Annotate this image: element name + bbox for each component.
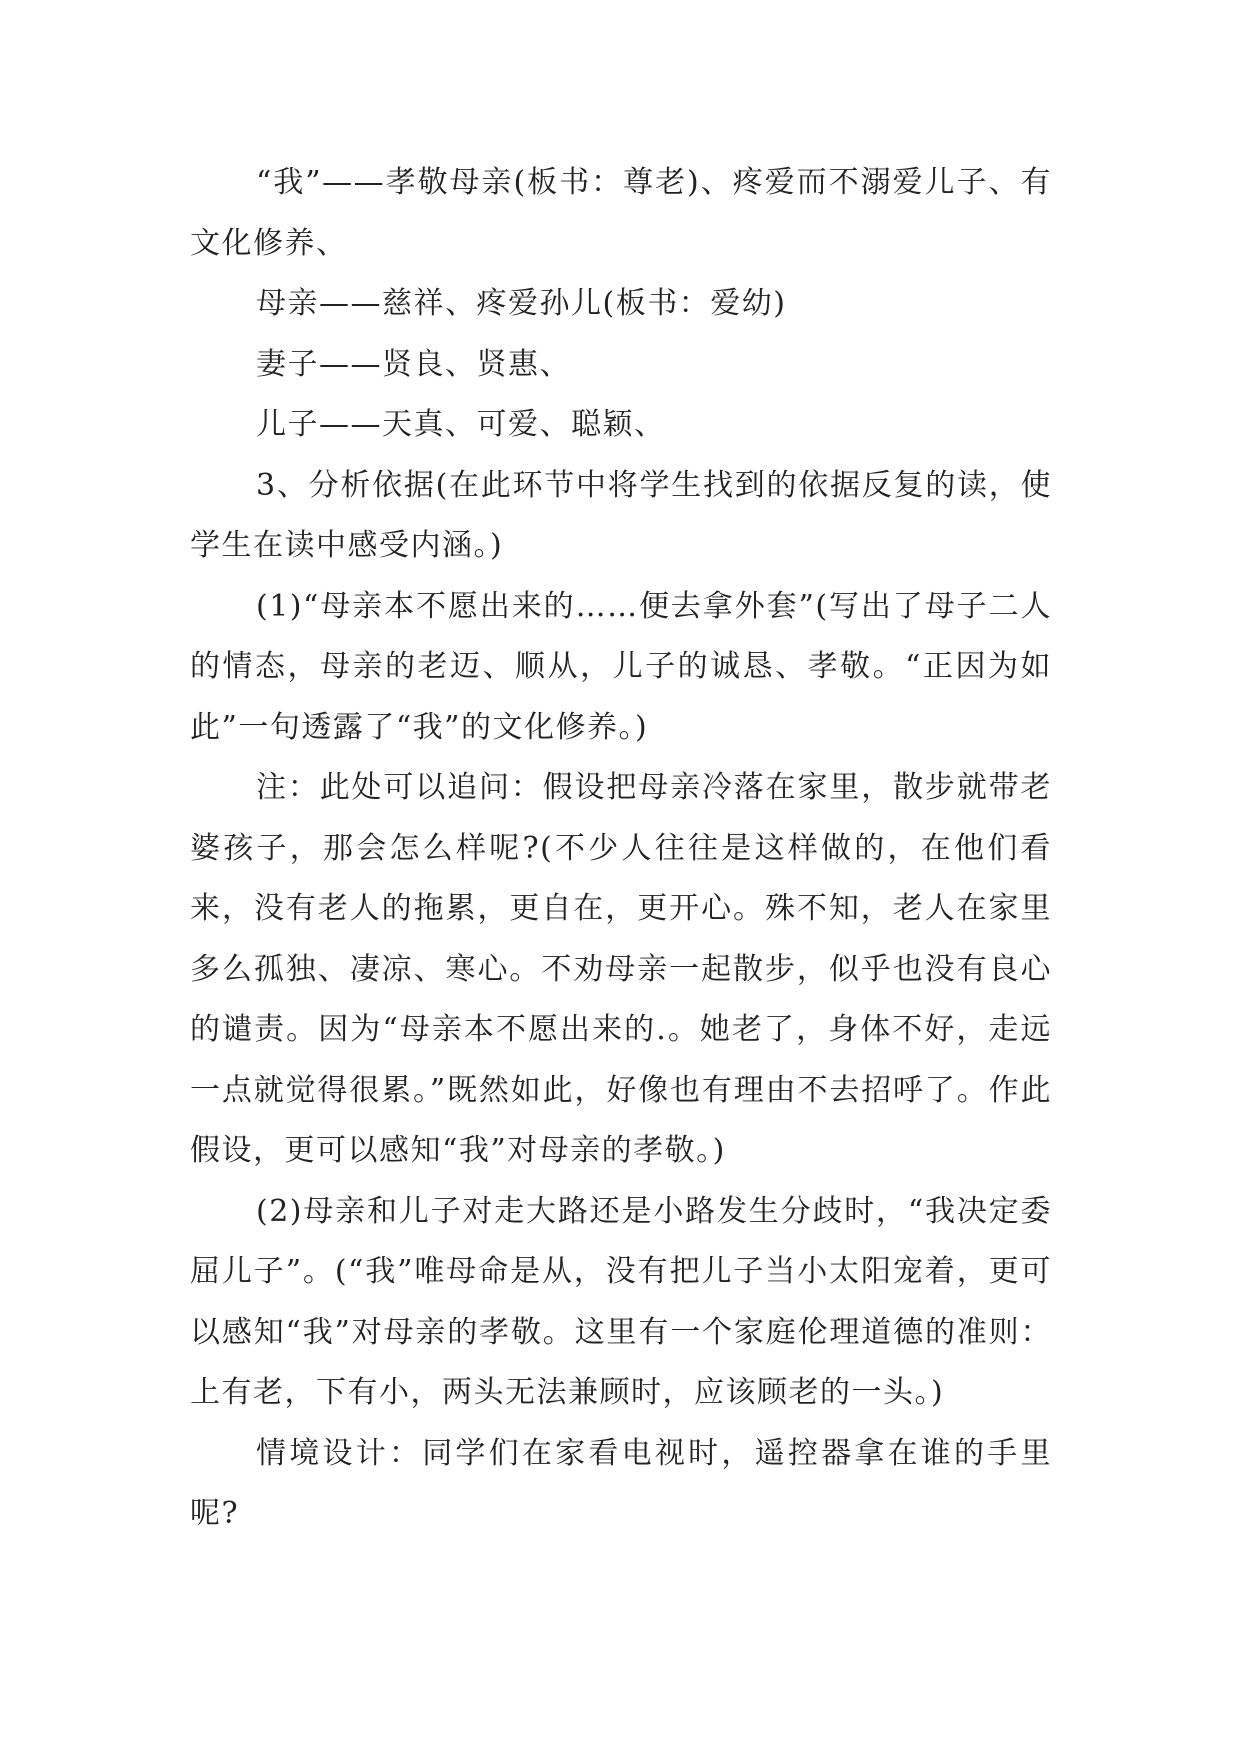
paragraph-wife-traits: 妻子——贤良、贤惠、 <box>256 346 571 382</box>
paragraph-analysis-heading: 3、分析依据(在此环节中将学生找到的依据反复的读，使学生在读中感受内涵。) <box>190 467 1052 563</box>
paragraph-scenario-design: 情境设计：同学们在家看电视时，遥控器拿在谁的手里呢? <box>190 1435 1052 1531</box>
paragraph-son-traits: 儿子——天真、可爱、聪颖、 <box>256 407 666 442</box>
paragraph-wo-traits: “我”——孝敬母亲(板书：尊老)、疼爱而不溺爱儿子、有文化修养、 <box>190 165 1052 261</box>
paragraph-evidence-2: (2)母亲和儿子对走大路还是小路发生分歧时，“我决定委屈儿子”。(“我”唯母命是从，没有把儿子当小太阳宠着，更可以感知“我”对母亲的孝敬。这里有一个家庭伦理道德的准则：上有老，下有小，两头无法兼顾时，应该顾老的一头。) <box>190 1193 1052 1410</box>
paragraph-mother-traits: 母亲——慈祥、疼爱孙儿(板书：爱幼) <box>256 286 787 321</box>
document-body <box>190 153 1052 1545</box>
paragraph-evidence-1: (1)“母亲本不愿出来的……便去拿外套”(写出了母子二人的情态，母亲的老迈、顺从，儿子的诚恳、孝敬。“正因为如此”一句透露了“我”的文化修养。) <box>190 588 1052 745</box>
paragraph-note: 注：此处可以追问：假设把母亲冷落在家里，散步就带老婆孩子，那会怎么样呢?(不少人往往是这样做的，在他们看来，没有老人的拖累，更自在，更开心。殊不知，老人在家里多么孤独、凄凉、寒心。不劝母亲一起散步，似乎也没有良心的谴责。因为“母亲本不愿出来的.。她老了，身体不好，走远一点就觉得很累。”既然如此，好像也有理由不去招呼了。作此假设，更可以感知“我”对母亲的孝敬。) <box>190 770 1052 1168</box>
